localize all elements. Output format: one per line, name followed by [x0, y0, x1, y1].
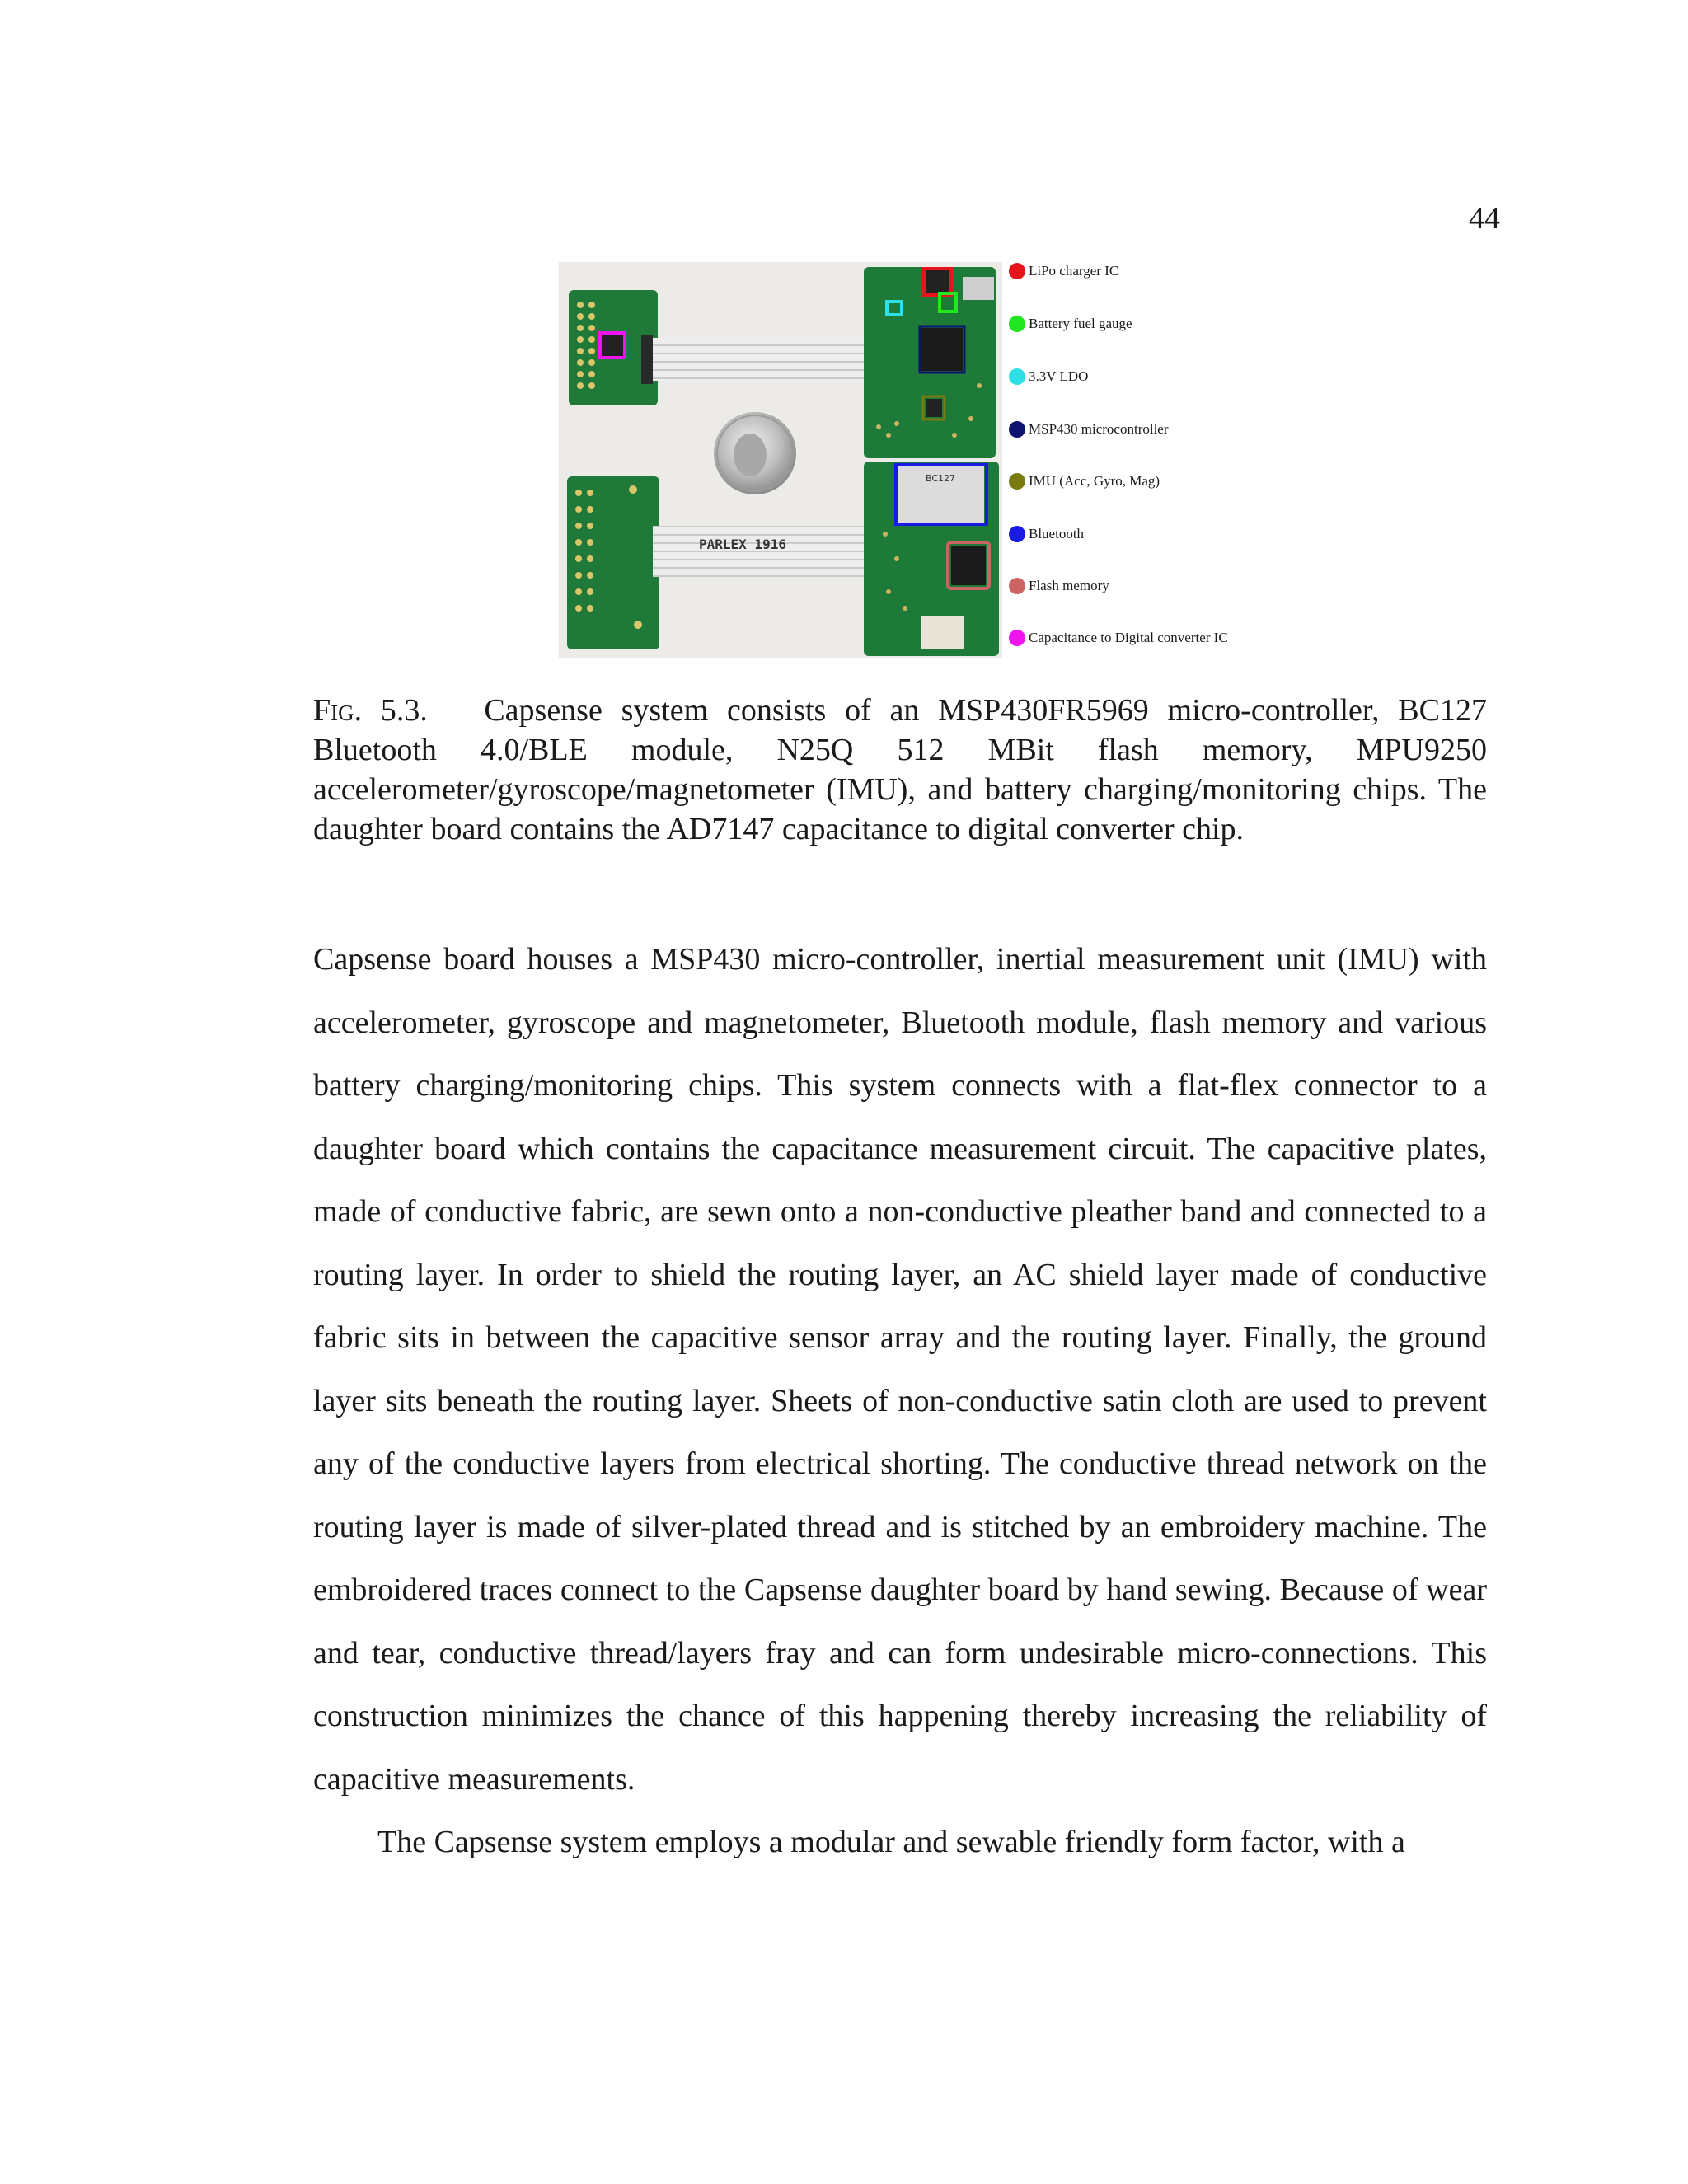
legend-label: Flash memory — [1029, 578, 1109, 593]
legend-dot-icon — [1009, 368, 1025, 385]
legend-dot-icon — [1009, 630, 1025, 646]
legend-item — [1009, 368, 1088, 385]
legend-dot-icon — [1009, 316, 1025, 332]
legend-item — [1009, 263, 1118, 279]
legend-label: Capacitance to Digital converter IC — [1029, 630, 1228, 645]
legend-item — [1009, 421, 1169, 438]
figure-caption — [313, 691, 1487, 849]
legend-dot-icon — [1009, 421, 1025, 438]
legend-dot-icon — [1009, 473, 1025, 490]
legend-label: LiPo charger IC — [1029, 263, 1119, 279]
daughter-board-bottom — [567, 476, 659, 649]
body-text — [313, 928, 1487, 1874]
module-label: BC127 — [926, 473, 956, 484]
legend-item — [1009, 578, 1109, 594]
legend-label: IMU (Acc, Gyro, Mag) — [1029, 473, 1160, 489]
caption-text: Capsense system consists of an MSP430FR5969 micro-controller, BC127 Bluetooth 4.0/BLE module, N25Q 512 MBit flash memory, MPU9250 accelerometer/gyroscope/magnetometer (IMU), and battery charging/monitoring chips. The daughter board contains the AD7147 capacitance to digital converter chip. — [313, 693, 1488, 846]
legend-label: Bluetooth — [1029, 526, 1085, 541]
legend-label: 3.3V LDO — [1029, 368, 1089, 384]
paragraph: Capsense board houses a MSP430 micro-controller, inertial measurement unit (IMU) with accelerometer, gyroscope and magnetometer, Bluetooth module, flash memory and various battery charging/monitoring chips. This system connects with a flat-flex connector to a daughter board which contains the capacitance measurement circuit. The capacitive plates, made of conductive fabric, are sewn onto a non-conductive pleather band and connected to a routing layer. In order to shield the routing layer, an AC shield layer made of conductive fabric sits in between the capacitive sensor array and the routing layer. Finally, the ground layer sits beneath the routing layer. Sheets of non-conductive satin cloth are used to prevent any of the conductive layers from electrical shorting. The conductive thread network on the routing layer is made of silver-plated thread and is stitched by an embroidery machine. The embroidered traces connect to the Capsense daughter board by hand sewing. Because of wear and tear, conductive thread/layers fray and can form undesirable micro-connections. This construction minimizes the chance of this happening thereby increasing the reliability of capacitive measurements. — [313, 942, 1487, 1797]
legend-dot-icon — [1009, 578, 1025, 594]
legend-item — [1009, 473, 1160, 490]
paragraph: The Capsense system employs a modular and sewable friendly form factor, with a — [377, 1825, 1405, 1859]
caption-label: Fig. 5.3. — [313, 693, 428, 728]
legend-label: MSP430 microcontroller — [1029, 421, 1169, 437]
pcb-photo — [559, 262, 1002, 658]
figure — [559, 262, 1268, 658]
main-board-top — [864, 267, 996, 458]
ribbon-label: PARLEX 1916 — [699, 537, 786, 552]
legend-item — [1009, 526, 1084, 542]
main-board-bottom — [864, 462, 999, 656]
legend-label: Battery fuel gauge — [1029, 316, 1132, 331]
legend-item — [1009, 630, 1228, 646]
legend — [1009, 262, 1273, 658]
legend-dot-icon — [1009, 263, 1025, 279]
dime-coin — [714, 412, 796, 494]
page-number: 44 — [1469, 201, 1500, 236]
legend-dot-icon — [1009, 526, 1025, 542]
legend-item — [1009, 316, 1132, 332]
ribbon-cable-top — [653, 338, 864, 381]
